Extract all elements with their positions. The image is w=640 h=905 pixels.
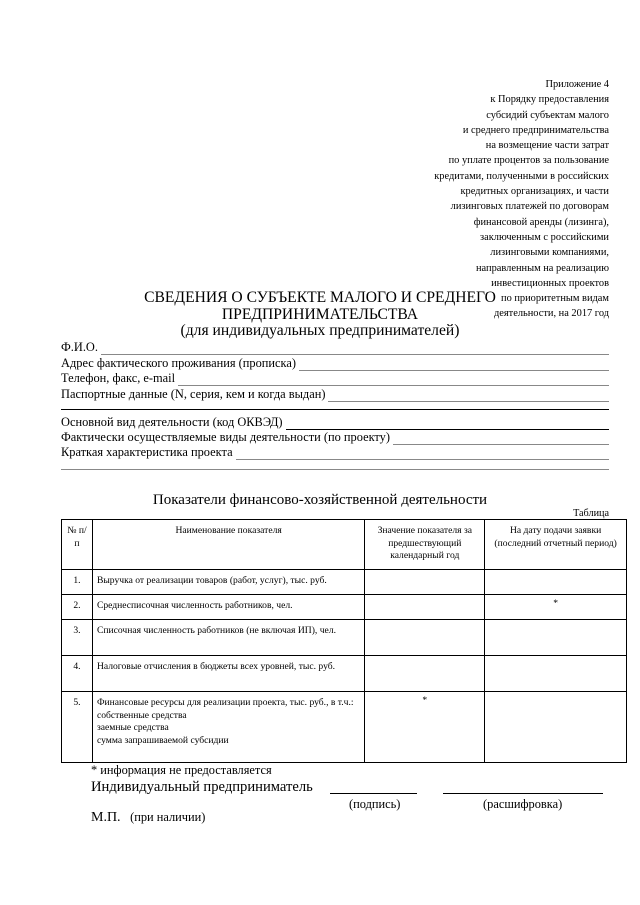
stamp-note: (при наличии) (130, 810, 206, 824)
row-current-value[interactable] (485, 570, 627, 595)
table-header-row (62, 520, 627, 570)
table-row (62, 595, 627, 620)
footnote: * информация не предоставляется (91, 763, 272, 777)
address-label: Адрес фактического проживания (прописка) (61, 356, 296, 370)
address-field[interactable] (61, 356, 609, 371)
okved-label: Основной вид деятельности (код ОКВЭД) (61, 415, 283, 429)
phone-input-line[interactable] (178, 374, 609, 386)
form-subtitle: (для индивидуальных предпринимателей) (180, 322, 460, 339)
table-label: Таблица (573, 508, 609, 519)
table-row (62, 620, 627, 656)
appendix-line: на возмещение части затрат (485, 140, 609, 152)
summary-extra-line[interactable] (61, 469, 609, 470)
table-row (62, 656, 627, 692)
address-input-line[interactable] (299, 359, 609, 371)
okved-input-line[interactable] (286, 418, 609, 430)
appendix-line: направленным на реализацию (476, 262, 609, 274)
row-prev-value[interactable] (365, 656, 485, 692)
row-name: Списочная численность работников (не включая ИП), чел. (92, 620, 364, 656)
appendix-line: к Порядку предоставления (490, 94, 609, 106)
appendix-line: Приложение 4 (545, 79, 609, 90)
passport-extra-line[interactable] (61, 409, 609, 410)
header-current: На дату подачи заявки (последний отчетный период) (485, 520, 627, 570)
signature-line[interactable] (330, 793, 417, 794)
passport-field[interactable] (61, 387, 609, 402)
row-current-value[interactable] (485, 656, 627, 692)
row-current-value[interactable] (485, 692, 627, 763)
row-current-value[interactable]: * (485, 595, 627, 620)
section-title: Показатели финансово-хозяйственной деятельности (152, 492, 488, 508)
appendix-line: лизинговыми компаниями, (490, 247, 609, 259)
summary-label: Краткая характеристика проекта (61, 445, 233, 459)
row-name: Выручка от реализации товаров (работ, услуг), тыс. руб. (92, 570, 364, 595)
signature-label: Индивидуальный предприниматель (91, 779, 313, 795)
row-num: 2. (62, 595, 93, 620)
appendix-line: деятельности, на 2017 год (493, 308, 609, 320)
row-num: 1. (62, 570, 93, 595)
row-current-value[interactable] (485, 620, 627, 656)
row-prev-value[interactable] (365, 620, 485, 656)
table-row (62, 692, 627, 763)
row-prev-value[interactable] (365, 595, 485, 620)
fio-label: Ф.И.О. (61, 340, 98, 354)
appendix-line: заключенным с российскими (480, 231, 609, 243)
row-num: 4. (62, 656, 93, 692)
activities-label: Фактически осуществляемые виды деятельности (по проекту) (61, 430, 390, 444)
row-subitem: сумма запрашиваемой субсидии (96, 734, 229, 746)
activities-input-line[interactable] (393, 433, 609, 445)
indicators-table (61, 519, 627, 763)
row-name-group (92, 692, 364, 763)
appendix-line: кредитных организациях, и части (460, 186, 609, 198)
activities-field[interactable] (61, 430, 609, 445)
summary-input-line[interactable] (236, 448, 609, 460)
appendix-line: и среднего предпринимательства (462, 124, 609, 136)
passport-input-line[interactable] (328, 390, 609, 402)
fio-field[interactable] (61, 340, 609, 355)
passport-label: Паспортные данные (N, серия, кем и когда выдан) (61, 387, 326, 401)
appendix-line: субсидий субъектам малого (486, 109, 609, 121)
row-subitem: заемные средства (96, 722, 169, 733)
appendix-line: кредитами, полученными в российских (434, 170, 609, 182)
form-title-line2: ПРЕДПРИНИМАТЕЛЬСТВА (221, 306, 419, 323)
row-prev-value[interactable] (365, 570, 485, 595)
fio-input-line[interactable] (101, 343, 609, 355)
appendix-line: по приоритетным видам (501, 293, 609, 305)
decode-line[interactable] (443, 793, 603, 794)
summary-field[interactable] (61, 445, 609, 460)
row-num: 3. (62, 620, 93, 656)
appendix-line: по уплате процентов за пользование (448, 155, 609, 167)
table-row (62, 570, 627, 595)
form-title: СВЕДЕНИЯ О СУБЪЕКТЕ МАЛОГО И СРЕДНЕГО (144, 289, 496, 306)
stamp-label: М.П. (91, 810, 121, 825)
phone-label: Телефон, факс, e-mail (61, 371, 176, 385)
row-num: 5. (62, 692, 93, 763)
row-prev-value[interactable]: * (365, 692, 485, 763)
appendix-block (349, 77, 609, 322)
appendix-line: финансовой аренды (лизинга), (473, 216, 609, 228)
row-subitem: собственные средства (96, 709, 187, 721)
header-name: Наименование показателя (92, 520, 364, 570)
row-name: Налоговые отчисления в бюджеты всех уровней, тыс. руб. (92, 656, 364, 692)
signature-caption: (подпись) (349, 797, 401, 811)
row-name: Финансовые ресурсы для реализации проекта, тыс. руб., в т.ч.: (96, 697, 354, 708)
appendix-line: лизинговых платежей по договорам (450, 201, 609, 213)
header-prev-year: Значение показателя за предшествующий календарный год (365, 520, 485, 570)
decode-caption: (расшифровка) (483, 797, 563, 811)
phone-field[interactable] (61, 371, 609, 386)
okved-field[interactable] (61, 415, 609, 430)
appendix-line: инвестиционных проектов (491, 277, 609, 289)
row-name: Среднесписочная численность работников, чел. (92, 595, 364, 620)
stamp-block (91, 810, 205, 826)
header-num: № п/п (62, 520, 93, 570)
